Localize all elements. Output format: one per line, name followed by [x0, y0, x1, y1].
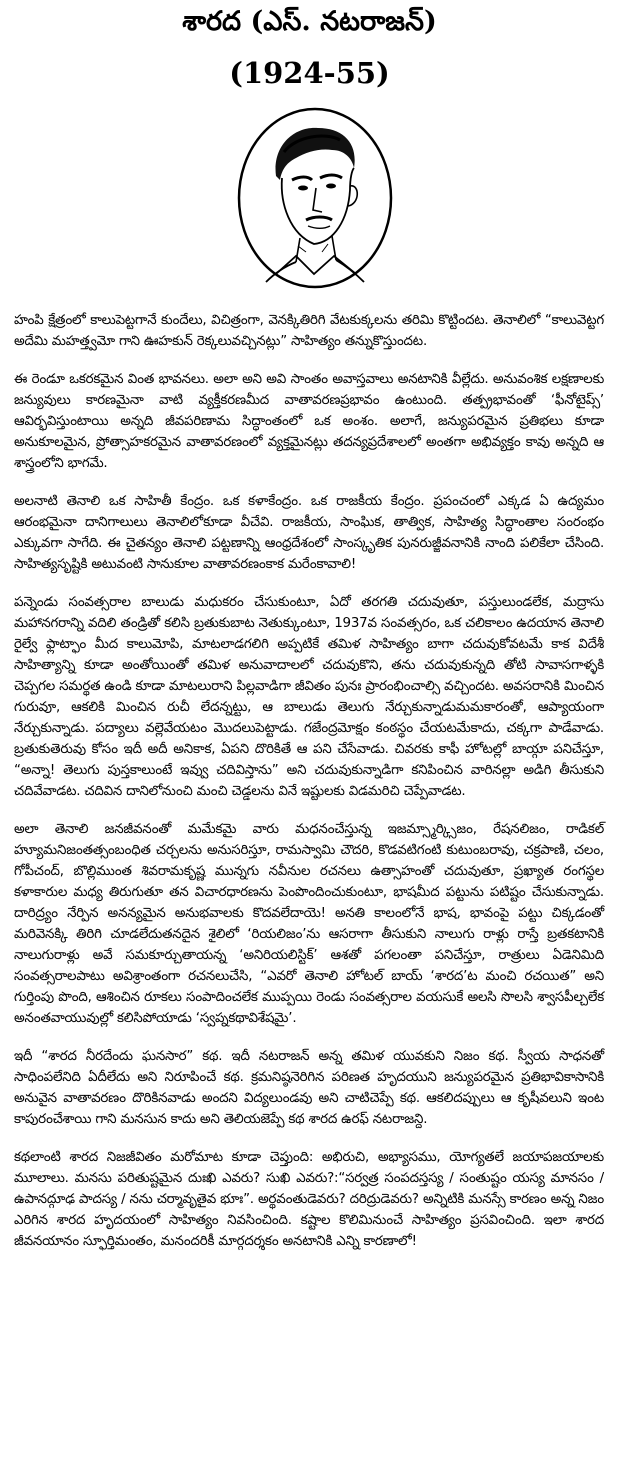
paragraph: ఇదీ “శారద నీరదేందు ఘనసార” కథ. ఇదీ నటరాజన్ అన్న తమిళ యువకుని నిజం కథ. స్వీయ సాధనతో సాధింపలేనిది ఏదీలేదు అని నిరూపించే కథ. క్రమనిష్ఠనెరిగిన పరిణత హృదయుని జన్యుపరమైన ప్రతిభావికాసానికి అనువైన వాతావరణం దొరికినవాడు అందని విద్యలుండవు అని చాటిచెప్పే కథ. ఆకలిదప్పులు ఆ కృషీవలుని ఇంట కాపురంచేశాయి గాని మనసున కాదు అని తెలియజెప్పే కథ శారద ఉరఫ్ నటరాజన్ది. [14, 1049, 604, 1127]
paragraph: ఈ రెండూ ఒకరకమైన వింత భావనలు. అలా అని అవి సాంతం అవాస్తవాలు అనటానికి వీల్లేదు. అనువంశిక లక్షణాలకు జన్యువులు కారణమైనా వాటి వ్యక్తీకరణమీద వాతావరణప్రభావం ఉంటుంది. తత్ప్రభావంతో ‘ఫీనోటైప్స్’ ఆవిర్భవిస్తుంటాయి అన్నది జీవపరిణామ సిద్ధాంతంలో ఒక అంశం. అలాగే, జన్యుపరమైన ప్రతిభలు కూడా అనుకూలమైన, ప్రోత్సాహకరమైన వాతావరణంలో వ్యక్తమైనట్లు తదన్యప్రదేశాలలో అంతగా అభివ్యక్తం కావు అన్నది ఆ శాస్త్రంలోని భాగమే. [14, 372, 604, 471]
page-title: శారద (ఎస్. నటరాజన్) [182, 6, 437, 37]
paragraph: కథలాంటి శారద నిజజీవితం మరోమాట కూడా చెప్తుంది: అభిరుచి, అభ్యాసము, యోగ్యతలే జయాపజయాలకు మూలాలు. మనసు పరితుష్టమైన దుఃఖి ఎవరు? సుఖి ఎవరు?:“సర్వత్ర సంపదస్తస్య / సంతుష్టం యస్య మానసం / ఉపానద్గూఢ పాదస్య / నను చర్మావృతైవ భూః”. అర్థవంతుడెవరు? దరిద్రుడెవరు? అన్నిటికి మనస్సే కారణం అన్న నిజం ఎరిగిన శారద హృదయంలో సాహిత్యం నివసించింది. కష్టాల కొలిమినుంచే సాహిత్యం ప్రసవించింది. ఇలా శారద జీవనయానం స్ఫూర్తిమంతం, మనందరికీ మార్గదర్శకం అనటానికి ఎన్ని కారణాలో! [14, 1150, 604, 1249]
paragraph: అలా తెనాలి జనజీవనంతో మమేకమై వారు మధనంచేస్తున్న ఇజమ్స్మార్క్సిజం, రేషనలిజం, రాడికల్ హ్యూమనిజంతత్సంబంధిత చర్చలను అనుసరిస్తూ, రామస్వామి చౌదరి, కొడవటిగంటి కుటుంబరావు, చక్రపాణి, చలం, గోపీచంద్, బొల్లిముంత శివరామకృష్ణ మున్నగు నవీనుల రచనలు ఉత్సాహంతో చదువుతూ, ప్రఖ్యాత రంగస్థల కళాకారుల మధ్య తిరుగుతూ తన విచారధారణను పెంపొందించుకుంటూ, భాషమీద పట్టును పటిష్టం చేసుకున్నాడు. దారిద్ర్యం నేర్పిన అనన్యమైన అనుభవాలకు కొదవలేదాయె! అనతి కాలంలోనే భాష, భావంపై పట్టు చిక్కడంతో మరివెనక్కి తిరిగి చూడలేదుతనదైన శైలిలో ‘రియలిజం’ను ఆసరాగా తీసుకుని నాలుగు రాళ్లు రాస్తే బ్రతకటానికి నాలుగురాళ్లు అవే సమకూర్చుతాయన్న ‘అనిరియలిస్టిక్’ ఆశతో పగలంతా పనిచేస్తూ, రాత్రులు ఏడెనిమిది సంవత్సరాలపాటు అవిశ్రాంతంగా రచనలుచేసి, “ఎవరో తెనాలి హోటల్ బాయ్ ‘శారద’ట మంచి రచయిత” అని గుర్తింపు పొంది, ఆశించిన రూకలు సంపాదించలేక ముప్పయి రెండు సంవత్సరాల వయసుకే అలసి సొలసి శ్వాసపీల్చలేక అనంతవాయువుల్లో కలిసిపోయాడు ‘స్వప్నకథావిశేషమై’. [14, 822, 604, 1026]
article-body [14, 310, 604, 1269]
paragraph: పన్నెండు సంవత్సరాల బాలుడు మధుకరం చేసుకుంటూ, ఏదో తరగతి చదువుతూ, పస్తులుండలేక, మద్రాసు మహానగరాన్ని వదిలి తండ్రితో కలిసి బ్రతుకుబాట నెతుక్కుంటూ, 1937వ సంవత్సరం, ఒక చలికాలం ఉదయాన తెనాలి రైల్వే ఫ్లాట్ఫాం మీద కాలుమోపి, మాటలాడగలిగి అప్పటికే తమిళ సాహిత్యం బాగా చదువుకోవటమే కాక విదేశీ సాహిత్యాన్ని కూడా అంతోయింతో తమిళ అనువాదాలలో చదువుకొని, తను చదువుకున్నది తోటి సావాసగాళ్ళకి చెప్పగల సమర్థత ఉండి కూడా మాటలురాని పిల్లవాడిగా జీవితం పునః ప్రారంభించాల్సి వచ్చిందట. అవసరానికి మించిన గురువూ, ఆకలికి మించిన రుచీ లేదన్నట్టు, ఆ బాలుడు తెలుగు నేర్చుకున్నాడుమమకారంతో, ఆప్యాయంగా నేర్చుకున్నాడు. పద్యాలు వల్లెవేయటం మొదలుపెట్టాడు. గజేంద్రమోక్షం కంఠస్థం చేయటమేకాదు, చక్కగా పాడేవాడు. బ్రతుకుతెరువు కోసం ఇదీ అదీ అనికాక, ఏపని దొరికితే ఆ పని చేసేవాడు. చివరకు కాఫీ హోటల్లో బాయ్గా పనిచేస్తూ, “అన్నా! తెలుగు పుస్తకాలుంటే ఇవ్వు చదివిస్తాను” అని చదువుకున్నాడిగా కనిపించిన వారినల్లా అడిగి తీసుకుని చదివేవాడట. చదివిన దానిలోనుంచి మంచి చెడ్డలను వినే ఇష్టులకు విడమరిచి చెప్పేవాడట. [14, 595, 604, 799]
author-portrait-icon [236, 106, 394, 290]
author-years: (1924-55) [229, 56, 390, 90]
paragraph: హంపి క్షేత్రంలో కాలుపెట్టగానే కుందేలు, విచిత్రంగా, వెనక్కితిరిగి వేటకుక్కలను తరిమి కొట్టిందట. తెనాలిలో “కాలువెట్టగ అదేమి మహత్త్వమో గాని ఊహకున్ రెక్కలువచ్చినట్లు” సాహిత్యం తన్నుకొస్తుందట. [14, 313, 604, 349]
paragraph: అలనాటి తెనాలి ఒక సాహితీ కేంద్రం. ఒక కళాకేంద్రం. ఒక రాజకీయ కేంద్రం. ప్రపంచంలో ఎక్కడ ఏ ఉద్యమం ఆరంభమైనా దానిగాలులు తెనాలిలోకూడా వీచేవి. రాజకీయ, సాంఘిక, తాత్విక, సాహిత్య సిద్ధాంతాల సంరంభం ఎక్కువగా సాగేది. ఈ చైతన్యం తెనాలి పట్టణాన్ని ఆంధ్రదేశంలో సాంస్కృతిక పునరుజ్జీవనానికి నాంది పలికేలా చేసింది. సాహిత్యసృష్టికి అటువంటి సానుకూల వాతావరణంకాక మరేంకావాలి! [14, 494, 604, 572]
